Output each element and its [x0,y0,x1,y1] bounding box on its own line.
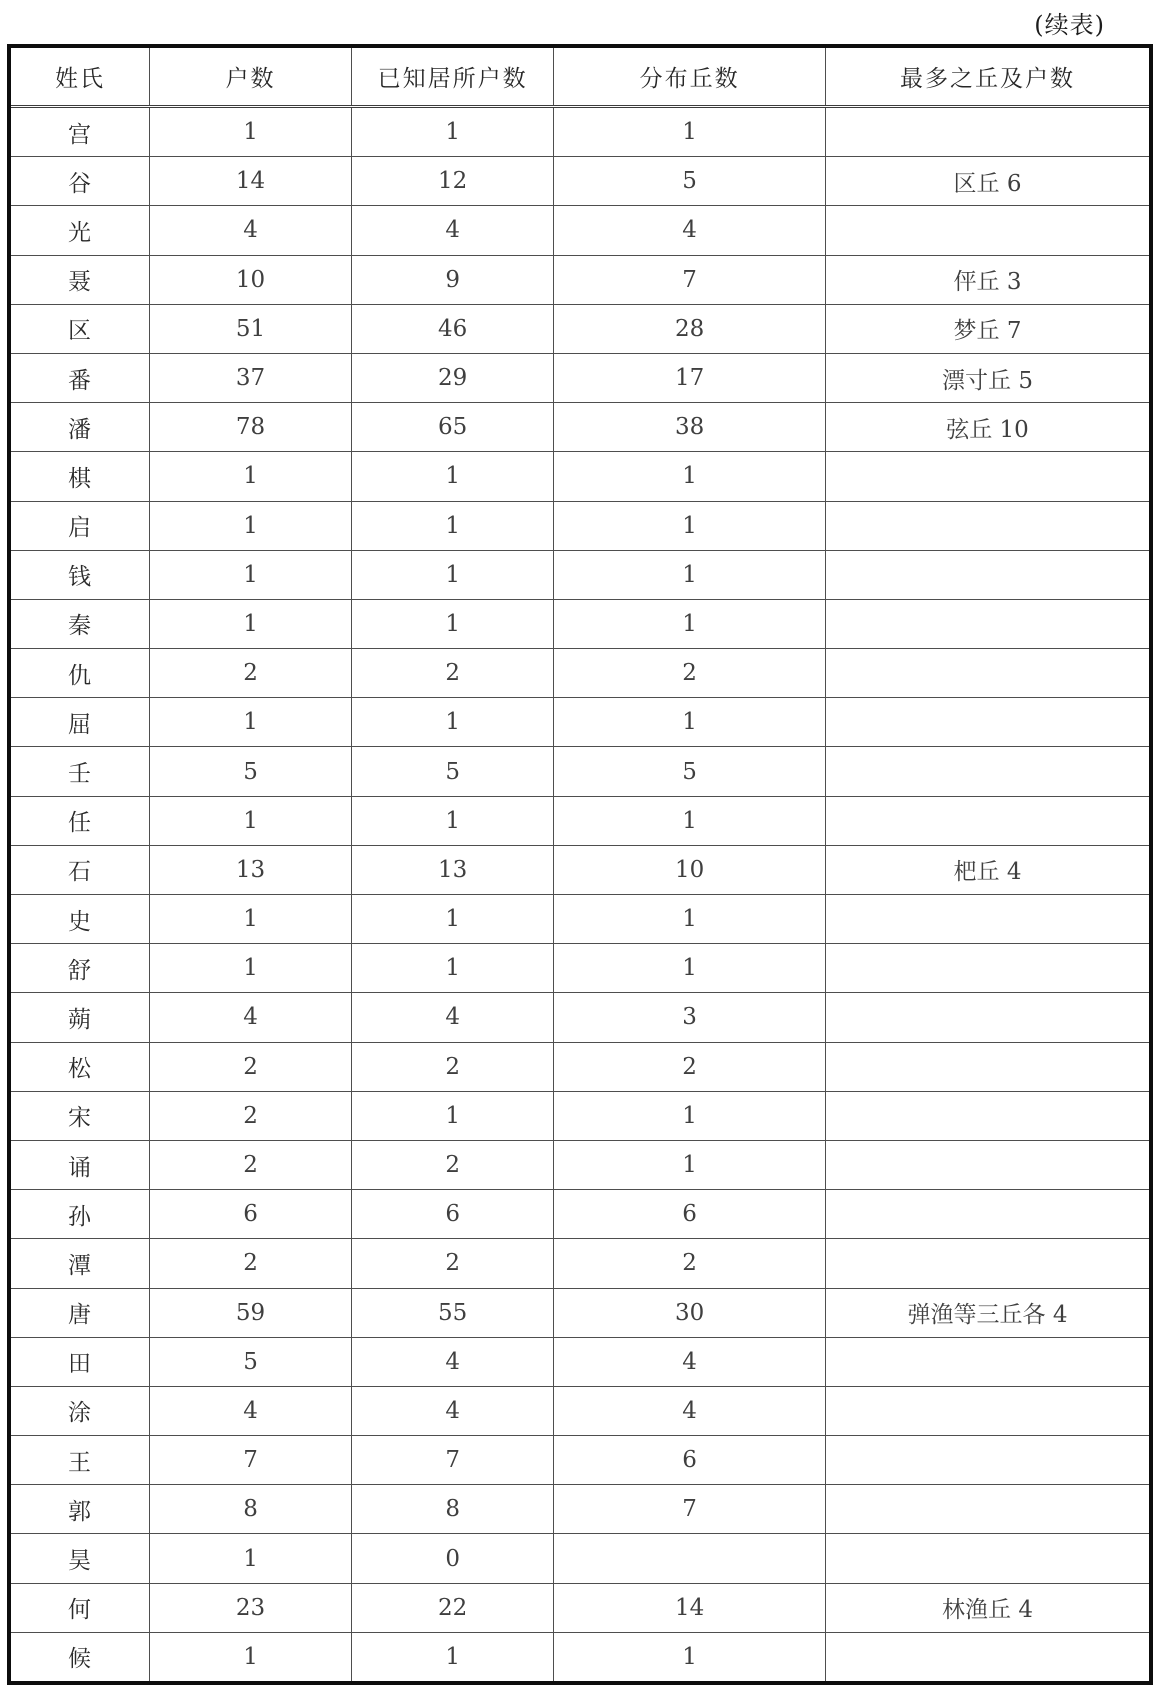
value-cell: 13 [149,845,351,894]
surname-cell: 壬 [9,747,149,796]
value-cell: 区丘 6 [825,157,1151,206]
value-cell: 漂寸丘 5 [825,353,1151,402]
value-cell: 6 [352,1190,554,1239]
surname-cell: 番 [9,353,149,402]
value-cell: 30 [554,1288,826,1337]
table-row [9,1632,1151,1683]
value-cell: 5 [352,747,554,796]
value-cell: 2 [149,1140,351,1189]
value-cell: 1 [149,107,351,157]
value-cell: 4 [149,1386,351,1435]
surname-distribution-table [7,44,1153,1685]
column-header: 最多之丘及户数 [825,46,1151,107]
table-row [9,1288,1151,1337]
value-cell: 46 [352,304,554,353]
value-cell [825,1632,1151,1683]
value-cell: 2 [149,1091,351,1140]
value-cell: 8 [352,1485,554,1534]
value-cell: 林渔丘 4 [825,1583,1151,1632]
value-cell [825,1534,1151,1583]
value-cell: 1 [149,452,351,501]
table-row [9,255,1151,304]
value-cell: 9 [352,255,554,304]
value-cell: 6 [554,1190,826,1239]
value-cell [825,993,1151,1042]
value-cell: 2 [352,1239,554,1288]
surname-cell: 光 [9,206,149,255]
table-row [9,501,1151,550]
table-row [9,550,1151,599]
surname-cell: 棋 [9,452,149,501]
value-cell: 51 [149,304,351,353]
value-cell: 37 [149,353,351,402]
value-cell: 17 [554,353,826,402]
value-cell: 1 [554,944,826,993]
table-row [9,1534,1151,1583]
surname-cell: 仇 [9,649,149,698]
value-cell: 1 [554,796,826,845]
value-cell: 2 [554,1042,826,1091]
value-cell [825,550,1151,599]
table-row [9,599,1151,648]
surname-cell: 潘 [9,403,149,452]
value-cell: 1 [352,895,554,944]
value-cell: 1 [149,550,351,599]
surname-cell: 石 [9,845,149,894]
value-cell: 1 [554,599,826,648]
value-cell: 1 [352,599,554,648]
value-cell [554,1534,826,1583]
value-cell: 8 [149,1485,351,1534]
value-cell: 23 [149,1583,351,1632]
table-row [9,353,1151,402]
surname-cell: 秦 [9,599,149,648]
value-cell: 4 [352,1386,554,1435]
value-cell: 10 [554,845,826,894]
value-cell [825,1091,1151,1140]
value-cell: 1 [554,550,826,599]
value-cell: 4 [554,206,826,255]
value-cell: 2 [352,1140,554,1189]
value-cell: 1 [149,796,351,845]
value-cell [825,1436,1151,1485]
value-cell [825,747,1151,796]
value-cell: 梦丘 7 [825,304,1151,353]
surname-cell: 唐 [9,1288,149,1337]
table-row [9,403,1151,452]
value-cell: 2 [554,1239,826,1288]
surname-cell: 任 [9,796,149,845]
value-cell: 1 [554,107,826,157]
table-row [9,944,1151,993]
value-cell: 1 [149,501,351,550]
table-row [9,206,1151,255]
value-cell: 杷丘 4 [825,845,1151,894]
column-header: 户数 [149,46,351,107]
table-row [9,1436,1151,1485]
table-row [9,1190,1151,1239]
value-cell: 4 [149,206,351,255]
value-cell [825,698,1151,747]
value-cell: 0 [352,1534,554,1583]
surname-cell: 屈 [9,698,149,747]
surname-cell: 王 [9,1436,149,1485]
value-cell: 2 [554,649,826,698]
value-cell: 7 [554,1485,826,1534]
value-cell [825,206,1151,255]
value-cell: 10 [149,255,351,304]
column-header: 分布丘数 [554,46,826,107]
value-cell [825,1042,1151,1091]
surname-cell: 孙 [9,1190,149,1239]
surname-cell: 聂 [9,255,149,304]
table-row [9,304,1151,353]
value-cell: 1 [352,944,554,993]
value-cell: 5 [149,1337,351,1386]
value-cell: 弦丘 10 [825,403,1151,452]
surname-cell: 郭 [9,1485,149,1534]
value-cell: 12 [352,157,554,206]
table-header-row [9,46,1151,107]
table-row [9,993,1151,1042]
value-cell: 弹渔等三丘各 4 [825,1288,1151,1337]
surname-cell: 舒 [9,944,149,993]
surname-cell: 启 [9,501,149,550]
surname-cell: 谷 [9,157,149,206]
value-cell: 1 [554,1632,826,1683]
value-cell: 6 [149,1190,351,1239]
table-row [9,1386,1151,1435]
table-row [9,1239,1151,1288]
value-cell [825,1386,1151,1435]
value-cell: 59 [149,1288,351,1337]
value-cell: 4 [554,1337,826,1386]
value-cell [825,599,1151,648]
surname-cell: 宋 [9,1091,149,1140]
value-cell: 1 [554,452,826,501]
value-cell: 1 [554,895,826,944]
surname-cell: 蒴 [9,993,149,1042]
value-cell: 4 [352,1337,554,1386]
table-row [9,1042,1151,1091]
table-row [9,1485,1151,1534]
table-row [9,1583,1151,1632]
value-cell: 1 [149,944,351,993]
value-cell: 1 [149,698,351,747]
surname-cell: 涂 [9,1386,149,1435]
value-cell: 1 [352,1091,554,1140]
value-cell [825,1337,1151,1386]
surname-cell: 宫 [9,107,149,157]
value-cell: 1 [352,1632,554,1683]
value-cell: 38 [554,403,826,452]
value-cell: 4 [352,206,554,255]
surname-cell: 田 [9,1337,149,1386]
table-row [9,796,1151,845]
value-cell: 29 [352,353,554,402]
value-cell: 1 [352,501,554,550]
value-cell: 1 [149,895,351,944]
value-cell: 1 [554,1140,826,1189]
value-cell: 2 [149,1042,351,1091]
table-row [9,747,1151,796]
value-cell: 5 [554,157,826,206]
surname-cell: 诵 [9,1140,149,1189]
continuation-table-label: (续表) [1034,11,1105,39]
value-cell: 4 [554,1386,826,1435]
value-cell: 1 [352,107,554,157]
value-cell: 22 [352,1583,554,1632]
column-header: 姓氏 [9,46,149,107]
value-cell: 5 [554,747,826,796]
value-cell: 2 [352,649,554,698]
value-cell: 1 [352,452,554,501]
value-cell: 4 [149,993,351,1042]
table-row [9,157,1151,206]
value-cell [825,895,1151,944]
value-cell: 1 [554,698,826,747]
value-cell: 1 [149,599,351,648]
surname-cell: 候 [9,1632,149,1683]
value-cell: 3 [554,993,826,1042]
value-cell [825,501,1151,550]
surname-cell: 区 [9,304,149,353]
column-header: 已知居所户数 [352,46,554,107]
value-cell: 2 [352,1042,554,1091]
value-cell [825,649,1151,698]
value-cell: 1 [149,1534,351,1583]
value-cell: 1 [352,550,554,599]
value-cell: 1 [554,1091,826,1140]
value-cell: 1 [352,698,554,747]
value-cell: 1 [554,501,826,550]
table-row [9,107,1151,157]
value-cell: 6 [554,1436,826,1485]
value-cell [825,1140,1151,1189]
surname-cell: 何 [9,1583,149,1632]
value-cell: 1 [149,1632,351,1683]
value-cell: 78 [149,403,351,452]
surname-cell: 昊 [9,1534,149,1583]
value-cell: 14 [554,1583,826,1632]
table-header [9,46,1151,107]
value-cell [825,1239,1151,1288]
table-row [9,895,1151,944]
table-row [9,845,1151,894]
value-cell: 5 [149,747,351,796]
table-row [9,649,1151,698]
value-cell [825,452,1151,501]
value-cell: 28 [554,304,826,353]
value-cell: 2 [149,649,351,698]
value-cell [825,944,1151,993]
table-body [9,107,1151,1684]
value-cell: 1 [352,796,554,845]
table-row [9,1140,1151,1189]
table-row [9,1091,1151,1140]
surname-cell: 潭 [9,1239,149,1288]
value-cell: 14 [149,157,351,206]
value-cell: 4 [352,993,554,1042]
value-cell: 7 [554,255,826,304]
value-cell [825,796,1151,845]
value-cell: 7 [352,1436,554,1485]
value-cell: 55 [352,1288,554,1337]
value-cell: 13 [352,845,554,894]
value-cell [825,1190,1151,1239]
surname-cell: 松 [9,1042,149,1091]
value-cell [825,107,1151,157]
surname-cell: 钱 [9,550,149,599]
surname-cell: 史 [9,895,149,944]
table-row [9,1337,1151,1386]
value-cell: 65 [352,403,554,452]
table-row [9,452,1151,501]
table-row [9,698,1151,747]
value-cell: 2 [149,1239,351,1288]
value-cell: 7 [149,1436,351,1485]
value-cell [825,1485,1151,1534]
value-cell: 伻丘 3 [825,255,1151,304]
